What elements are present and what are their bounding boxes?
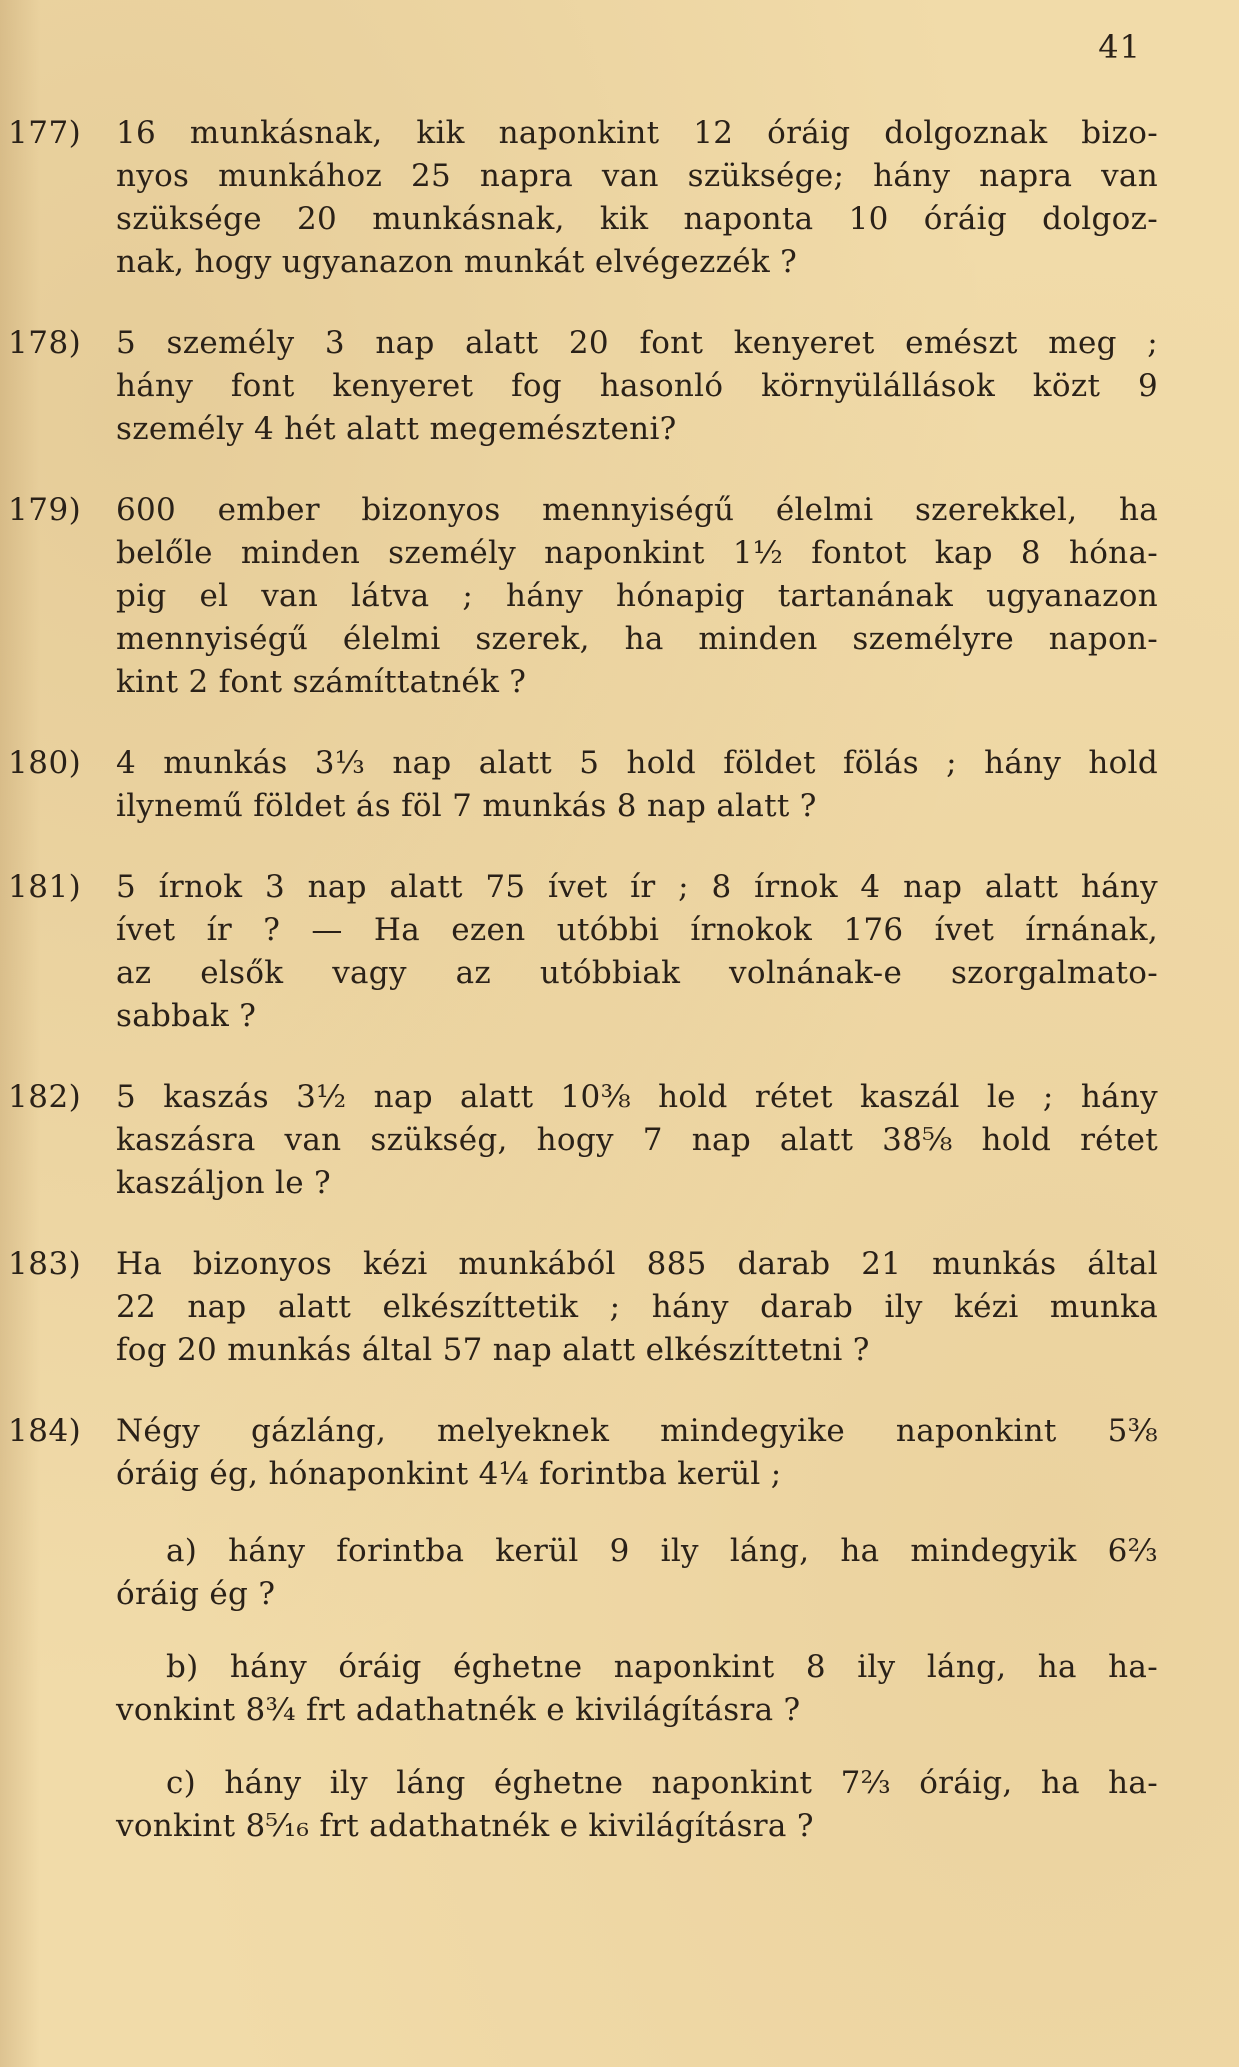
text-line: 5 írnok 3 nap alatt 75 ívet ír ; 8 írnok 4 nap alatt hány <box>116 869 1158 905</box>
problem-182 <box>8 1076 1158 1205</box>
problem-number: 181) <box>8 869 82 905</box>
problem-180 <box>8 742 1158 828</box>
text-line: 16 munkásnak, kik naponkint 12 óráig dolgoznak bizo- <box>116 115 1158 151</box>
text-line: belőle minden személy naponkint 1½ fontot kap 8 hóna- <box>116 535 1158 571</box>
problem-179 <box>8 489 1158 704</box>
text-line: fog 20 munkás által 57 nap alatt elkészíttetni ? <box>116 1332 870 1368</box>
text-line: pig el van látva ; hány hónapig tartanának ugyanazon <box>116 578 1158 614</box>
text-line: óráig ég ? <box>116 1576 276 1612</box>
text-line: sabbak ? <box>116 998 257 1034</box>
problem-183 <box>8 1243 1158 1372</box>
text-line: kaszáljon le ? <box>116 1165 331 1201</box>
text-line: szüksége 20 munkásnak, kik naponta 10 óráig dolgoz- <box>116 201 1158 237</box>
problem-number: 177) <box>8 115 82 151</box>
text-line: 600 ember bizonyos mennyiségű élelmi szerekkel, ha <box>116 492 1158 528</box>
text-line: ívet ír ? — Ha ezen utóbbi írnokok 176 ívet írnának, <box>116 912 1158 948</box>
problem-number: 182) <box>8 1079 82 1115</box>
problem-177 <box>8 112 1158 284</box>
problem-text <box>116 1243 1158 1372</box>
text-line: c) hány ily láng éghetne naponkint 7⅔ óráig, ha ha- <box>166 1765 1158 1801</box>
text-line: kint 2 font számíttatnék ? <box>116 664 527 700</box>
text-line: óráig ég, hónaponkint 4¼ forintba kerül ; <box>116 1456 782 1492</box>
text-line: 22 nap alatt elkészíttetik ; hány darab ily kézi munka <box>116 1289 1158 1325</box>
problem-text <box>116 1410 1158 1496</box>
text-line: az elsők vagy az utóbbiak volnának-e szorgalmato- <box>116 955 1158 991</box>
problem-text <box>116 866 1158 1038</box>
problem-number: 178) <box>8 325 82 361</box>
text-line: ilynemű földet ás föl 7 munkás 8 nap alatt ? <box>116 788 817 824</box>
problem-text <box>116 742 1158 828</box>
problem-181 <box>8 866 1158 1038</box>
text-line: mennyiségű élelmi szerek, ha minden személyre napon- <box>116 621 1158 657</box>
text-line: 5 személy 3 nap alatt 20 font kenyeret emészt meg ; <box>116 325 1158 361</box>
text-line: hány font kenyeret fog hasonló környülállások közt 9 <box>116 368 1158 404</box>
text-line: személy 4 hét alatt megemészteni? <box>116 411 677 447</box>
text-line: Ha bizonyos kézi munkából 885 darab 21 munkás által <box>116 1246 1158 1282</box>
page-number: 41 <box>1098 28 1141 66</box>
problem-text <box>116 112 1158 284</box>
problem-number: 184) <box>8 1413 82 1449</box>
text-line: Négy gázláng, melyeknek mindegyike naponkint 5⅜ <box>116 1413 1158 1449</box>
problem-number: 183) <box>8 1246 82 1282</box>
subpart-c <box>116 1762 1158 1848</box>
text-line: 5 kaszás 3½ nap alatt 10⅜ hold rétet kaszál le ; hány <box>116 1079 1158 1115</box>
problem-number: 180) <box>8 745 82 781</box>
text-line: nyos munkához 25 napra van szüksége; hány napra van <box>116 158 1158 194</box>
subpart-b <box>116 1646 1158 1732</box>
text-line: kaszásra van szükség, hogy 7 nap alatt 38⅝ hold rétet <box>116 1122 1158 1158</box>
text-line: 4 munkás 3⅓ nap alatt 5 hold földet fölás ; hány hold <box>116 745 1158 781</box>
text-line: vonkint 8¾ frt adathatnék e kivilágításra ? <box>116 1692 801 1728</box>
problem-text <box>116 489 1158 704</box>
text-line: vonkint 8⁵⁄₁₆ frt adathatnék e kivilágításra ? <box>116 1808 814 1844</box>
problem-number: 179) <box>8 492 82 528</box>
problem-list <box>8 112 1158 1886</box>
problem-184 <box>8 1410 1158 1848</box>
subpart-a <box>116 1530 1158 1616</box>
problem-178 <box>8 322 1158 451</box>
text-line: b) hány óráig éghetne naponkint 8 ily láng, ha ha- <box>166 1649 1158 1685</box>
text-line: nak, hogy ugyanazon munkát elvégezzék ? <box>116 244 798 280</box>
problem-text <box>116 1076 1158 1205</box>
text-line: a) hány forintba kerül 9 ily láng, ha mindegyik 6⅔ <box>166 1533 1158 1569</box>
problem-text <box>116 322 1158 451</box>
